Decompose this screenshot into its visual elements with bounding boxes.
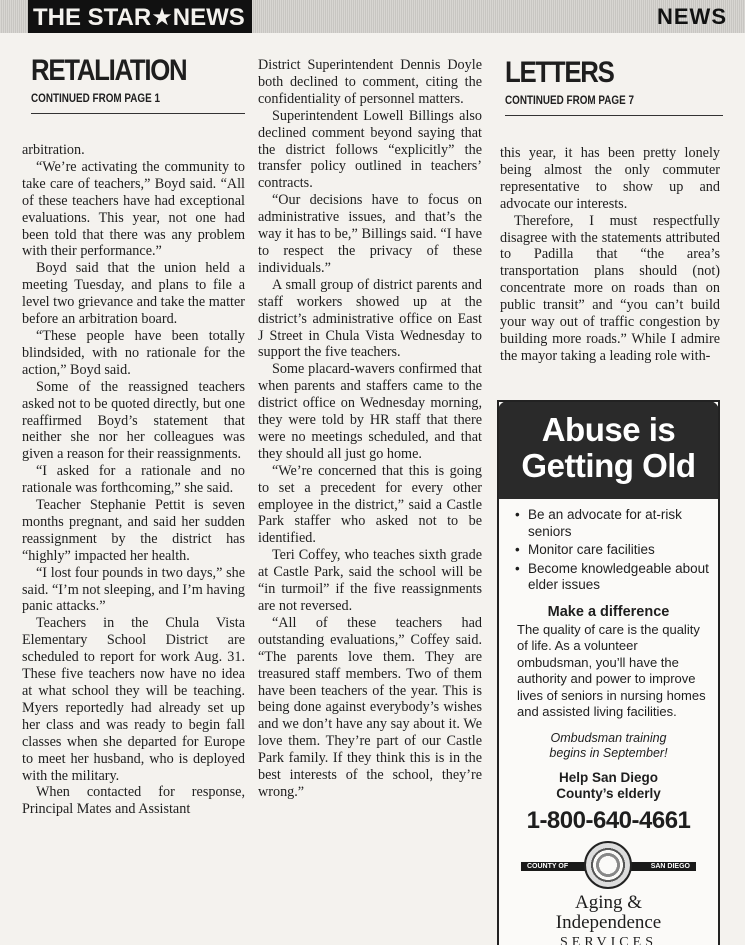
- org-services: SERVICES: [559, 934, 657, 945]
- newspaper-logo: THE STAR★NEWS: [28, 0, 252, 33]
- letters-continued: CONTINUED FROM PAGE 7: [505, 95, 634, 107]
- ad-headline-box: [498, 401, 719, 499]
- list-item: • Monitor care facilities: [515, 542, 655, 557]
- list-item: • Become knowledgeable about elder issues: [515, 560, 709, 592]
- county-seal-row: [499, 839, 718, 891]
- list-item: • Be an advocate for at-risk seniors: [515, 507, 682, 539]
- ad-bullet-list: [511, 507, 718, 594]
- org-name: Aging & Independence: [555, 891, 662, 933]
- ad-help-text: Help San Diego County’s elderly: [556, 769, 661, 801]
- bullet-icon: •: [515, 560, 520, 576]
- ad-body-text: The quality of care is the quality of life. As a volunteer ombudsman, you’ll have the authority and power to improve lives of seniors in nursing homes and assisted living facilities.: [517, 621, 706, 719]
- ad-headline-line2: Getting Old: [521, 447, 696, 484]
- ad-subheading: Make a difference: [547, 603, 670, 620]
- retaliation-rule: [31, 113, 245, 114]
- paragraph: When contacted for response, Principal Mates and Assistant: [22, 784, 245, 818]
- paragraph: Therefore, I must respectfully disagree with the statements attributed to Padilla that “the area’s transportation plans should (not) concentrate more on roads than on public transit” and “you can’t build your way out of traffic congestion by building more roads.” While I admire the mayor taking a leading role with-: [500, 212, 720, 364]
- paragraph: “We’re concerned that this is going to set a precedent for every other employee in the district,” said a Castle Park staffer who asked not to be identified.: [258, 462, 482, 547]
- retaliation-headline: RETALIATION: [31, 54, 187, 87]
- paragraph: Some placard-wavers confirmed that when parents and staffers came to the district office on Wednesday morning, they were told by HR staff that there were no meetings scheduled, and that they should all just go home.: [258, 361, 482, 462]
- section-tag: NEWS: [657, 4, 727, 29]
- ad-training-note: Ombudsman training begins in September!: [549, 730, 668, 760]
- letters-rule: [505, 115, 723, 116]
- bullet-icon: •: [515, 542, 520, 557]
- retaliation-continued: CONTINUED FROM PAGE 1: [31, 93, 160, 105]
- paragraph: A small group of district parents and staff workers showed up at the district’s administrative office on East J Street in Chula Vista Wednesday to support the five teachers.: [258, 276, 482, 361]
- paragraph: Teri Coffey, who teaches sixth grade at Castle Park, said the school will be “in turmoil” if the five reassignments are not reversed.: [258, 547, 482, 614]
- paragraph: “I asked for a rationale and no rationale was forthcoming,” she said.: [22, 463, 245, 497]
- paragraph: this year, it has been pretty lonely being almost the only commuter representative to show up and advocate our interests.: [500, 145, 720, 212]
- county-seal-icon: [584, 841, 632, 889]
- paragraph: District Superintendent Dennis Doyle both declined to comment, citing the confidentiality of personnel matters.: [258, 57, 482, 107]
- paragraph: Boyd said that the union held a meeting Tuesday, and plans to file a level two grievance and take the matter before an arbitration board.: [22, 260, 245, 328]
- column-1: [22, 142, 245, 945]
- ad-phone-number: 1-800-640-4661: [526, 806, 691, 834]
- paragraph: Some of the reassigned teachers asked not to be quoted directly, but one reaffirmed Boyd’s statement that neither she nor her colleagues was given a reason for their reassignments.: [22, 378, 245, 463]
- ad-headline-line1: Abuse is: [541, 411, 676, 448]
- column-2: [258, 57, 482, 945]
- elder-abuse-ad: [497, 400, 720, 945]
- paragraph: “All of these teachers had outstanding evaluations,” Coffey said. “The parents love them. They are treasured staff members. Two of them have been teachers of the year. This is being done against everybody’s wishes and we don’t have any say about it. We love them. They’re part of our Castle Park family. If they think this is in the best interests of the school, they’re wrong.”: [258, 614, 482, 800]
- column-3: [500, 145, 720, 390]
- paragraph: Teacher Stephanie Pettit is seven months pregnant, and said her sudden reassignment by the district has “highly” impacted her health.: [22, 497, 245, 564]
- paragraph: Teachers in the Chula Vista Elementary School District are scheduled to report for work Aug. 31. These five teachers now have no idea at what school they will be teaching. Myers reportedly had already set up her class and was ready to begin fall classes when she departed for Europe to meet her husband, who is deployed with the military.: [22, 615, 245, 784]
- county-bar: COUNTY OF SAN DIEGO: [521, 862, 696, 871]
- bullet-icon: •: [515, 507, 520, 522]
- paragraph: arbitration.: [22, 142, 85, 158]
- paragraph: “Our decisions have to focus on administrative issues, and that’s the way it has to be,” Billings said. “I have to respect the privacy of these individuals.”: [258, 192, 482, 276]
- paragraph: “These people have been totally blindsided, with no rationale for the action,” Boyd said.: [22, 327, 245, 378]
- letters-headline: LETTERS: [505, 56, 614, 89]
- paragraph: “We’re activating the community to take care of teachers,” Boyd said. “All of these teachers have had exceptional evaluations. This year, not one had been told that there was any problem with their performance.”: [22, 158, 245, 260]
- masthead: [0, 0, 745, 33]
- paragraph: “I lost four pounds in two days,” she said. “I’m not sleeping, and I’m having panic attacks.”: [22, 564, 246, 615]
- paragraph: Superintendent Lowell Billings also declined comment beyond saying that the district follows “explicitly” the transfer policy outlined in teachers’ contracts.: [258, 107, 482, 192]
